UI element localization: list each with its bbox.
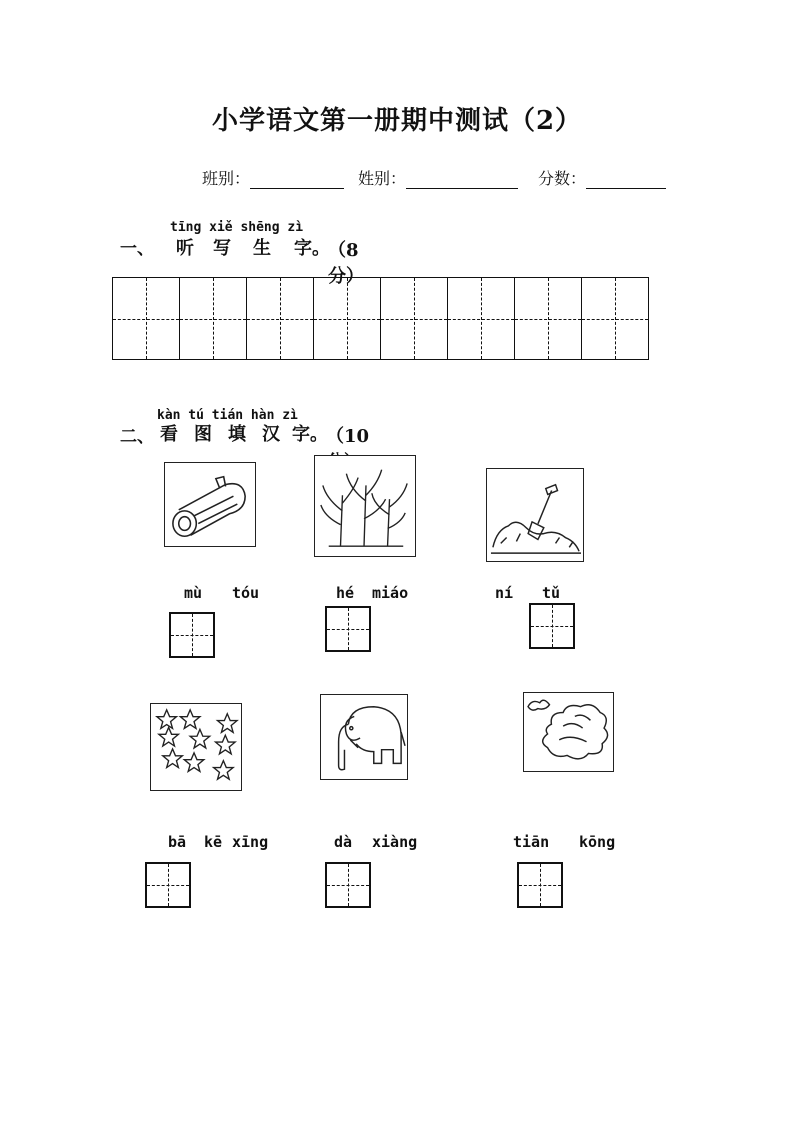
- section2-char: 填: [228, 424, 246, 445]
- answer-box[interactable]: [169, 612, 215, 658]
- section2-end: 。: [310, 424, 328, 445]
- grid-cell[interactable]: [247, 278, 314, 359]
- clouds-icon: [523, 692, 614, 772]
- section2-char: 图: [194, 424, 212, 445]
- class-label: 班别：: [202, 169, 251, 188]
- grid-cell[interactable]: [582, 278, 648, 359]
- section2-number: 二、: [120, 427, 154, 447]
- item-pinyin: dà: [334, 833, 353, 851]
- item-pinyin: xīng: [232, 833, 269, 851]
- grid-cell[interactable]: [180, 278, 247, 359]
- section1-number: 一、: [120, 239, 154, 259]
- item-pinyin: hé: [336, 584, 355, 602]
- section1-char: 生: [253, 238, 271, 259]
- answer-box[interactable]: [517, 862, 563, 908]
- name-blank[interactable]: [406, 170, 518, 189]
- section2-score: （10: [326, 426, 370, 447]
- answer-box[interactable]: [145, 862, 191, 908]
- elephant-icon: [320, 694, 408, 780]
- grid-cell[interactable]: [381, 278, 448, 359]
- grid-cell[interactable]: [314, 278, 381, 359]
- item-pinyin: tǔ: [542, 584, 561, 602]
- answer-box[interactable]: [529, 603, 575, 649]
- name-label: 姓别：: [358, 169, 407, 188]
- item-pinyin: xiàng: [372, 833, 418, 851]
- class-blank[interactable]: [250, 170, 344, 189]
- writing-grid: [112, 277, 649, 360]
- section2-char: 字: [292, 424, 310, 445]
- section2-char: 看: [160, 424, 178, 445]
- item-pinyin: ní: [495, 584, 514, 602]
- score-blank[interactable]: [586, 170, 666, 189]
- answer-box[interactable]: [325, 862, 371, 908]
- shovel-soil-icon: [486, 468, 584, 562]
- class-field: [202, 166, 344, 189]
- grid-cell[interactable]: [515, 278, 582, 359]
- seedlings-icon: [314, 455, 416, 557]
- section1-char: 字: [294, 238, 312, 259]
- item-pinyin: tiān: [513, 833, 550, 851]
- page-title: 小学语文第一册期中测试（2）: [211, 106, 583, 136]
- section1-char: 听: [176, 238, 194, 259]
- grid-cell[interactable]: [113, 278, 180, 359]
- item-pinyin: kōng: [579, 833, 616, 851]
- section1-char: 写: [213, 238, 231, 259]
- item-pinyin: bā: [168, 833, 187, 851]
- section1-end: 。: [312, 238, 330, 259]
- item-pinyin: tóu: [232, 584, 260, 602]
- stars-icon: [150, 703, 242, 791]
- section1-score: （8分）: [328, 240, 364, 287]
- score-field: [538, 166, 666, 189]
- section2-char: 汉: [262, 424, 280, 445]
- grid-cell[interactable]: [448, 278, 515, 359]
- item-pinyin: kē: [204, 833, 223, 851]
- section1-pinyin: tīng xiě shēng zì: [170, 220, 304, 235]
- item-pinyin: miáo: [372, 584, 409, 602]
- section2-pinyin: kàn tú tián hàn zì: [157, 408, 298, 423]
- answer-box[interactable]: [325, 606, 371, 652]
- name-field: [358, 166, 518, 189]
- item-pinyin: mù: [184, 584, 203, 602]
- score-label: 分数：: [538, 169, 587, 188]
- log-icon: [164, 462, 256, 547]
